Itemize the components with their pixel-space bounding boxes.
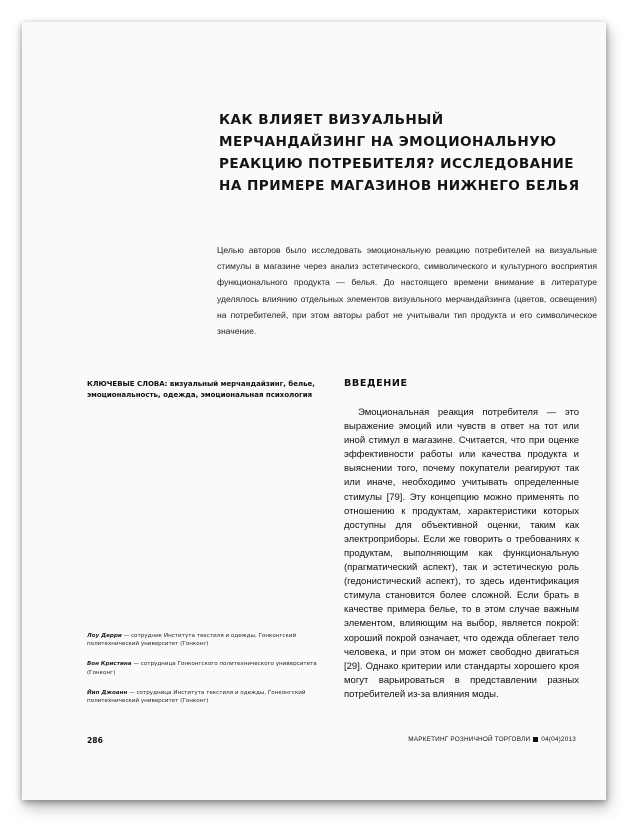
introduction-body: Эмоциональная реакция потребителя — это выражение эмоций или чувств в ответ на тот или иной стимул в магазине. Считается, что при оценке эффективности работы или качества продукта и выяснении того, почему покупатели реагируют так или иначе, необходимо учитывать определенные стимулы [79]. Эту концепцию можно применять по отношению к продуктам, характеристики которых доступны для объективной оценки, таким как электроприборы. Если же говорить о требованиях к продуктам, выполняющим как функциональную (прагматический аспект), так и эстетическую роль (гедонистический аспект), то здесь идентификация стимула становится более сложной. Если брать в качестве примера белье, то в этом случае важным элементом, влияющим на выбор, является покрой: хороший покрой означает, что одежда облегает тело человека, и при этом он может свободно двигаться [29]. Однако критерии или стандарты хорошего кроя могут варьироваться в представлении разных потребителей из-за влияния моды. bbox=[344, 407, 579, 700]
author-name: Вон Кристина bbox=[87, 661, 132, 668]
article-abstract: Целью авторов было исследовать эмоциональную реакцию потребителей на визуальные стимулы в магазине через анализ эстетического, символического и культурного восприятия функционального продукта — белья. До настоящего времени внимание в литературе уделялось влиянию отдельных элементов визуального мерчандайзинга (цветов, освещения) на потребителей, при этом авторы работ не учитывали тип продукта и его символическое значение. bbox=[217, 245, 597, 337]
journal-footer bbox=[408, 736, 576, 743]
document-page bbox=[22, 22, 606, 800]
keywords-text: визуальный мерчандайзинг, белье, эмоциональность, одежда, эмоциональная психология bbox=[87, 380, 315, 399]
keywords-label: КЛЮЧЕВЫЕ СЛОВА: bbox=[87, 380, 168, 388]
author-name: Йип Джоанн bbox=[87, 689, 128, 696]
author-name: Лоу Дерри bbox=[87, 633, 122, 639]
author-affiliation: — сотрудник Института текстиля и одежды, Гонконгский политехнический университет (Гонконг) bbox=[87, 633, 297, 648]
section-heading-introduction: ВВЕДЕНИЕ bbox=[344, 378, 408, 389]
journal-issue: 04(04)2013 bbox=[541, 736, 576, 743]
author-entry bbox=[87, 689, 342, 705]
journal-name: МАРКЕТИНГ РОЗНИЧНОЙ ТОРГОВЛИ bbox=[408, 736, 531, 743]
keywords bbox=[87, 379, 322, 401]
page-number: 286 bbox=[87, 736, 103, 745]
article-title: КАК ВЛИЯЕТ ВИЗУАЛЬНЫЙ МЕРЧАНДАЙЗИНГ НА ЭМОЦИОНАЛЬНУЮ РЕАКЦИЮ ПОТРЕБИТЕЛЯ? ИССЛЕДОВАНИЕ НА ПРИМЕРЕ МАГАЗИНОВ НИЖНЕГО БЕЛЬЯ bbox=[219, 112, 580, 194]
square-bullet-icon bbox=[533, 737, 538, 742]
author-entry bbox=[87, 660, 342, 676]
author-affiliation: — сотрудница Института текстиля и одежды, Гонконгский политехнический университет (Гонконг) bbox=[87, 689, 306, 705]
author-entry bbox=[87, 632, 342, 648]
author-affiliation: — сотрудница Гонконгского политехнического университета (Гонконг) bbox=[87, 661, 317, 676]
author-list bbox=[87, 632, 342, 717]
